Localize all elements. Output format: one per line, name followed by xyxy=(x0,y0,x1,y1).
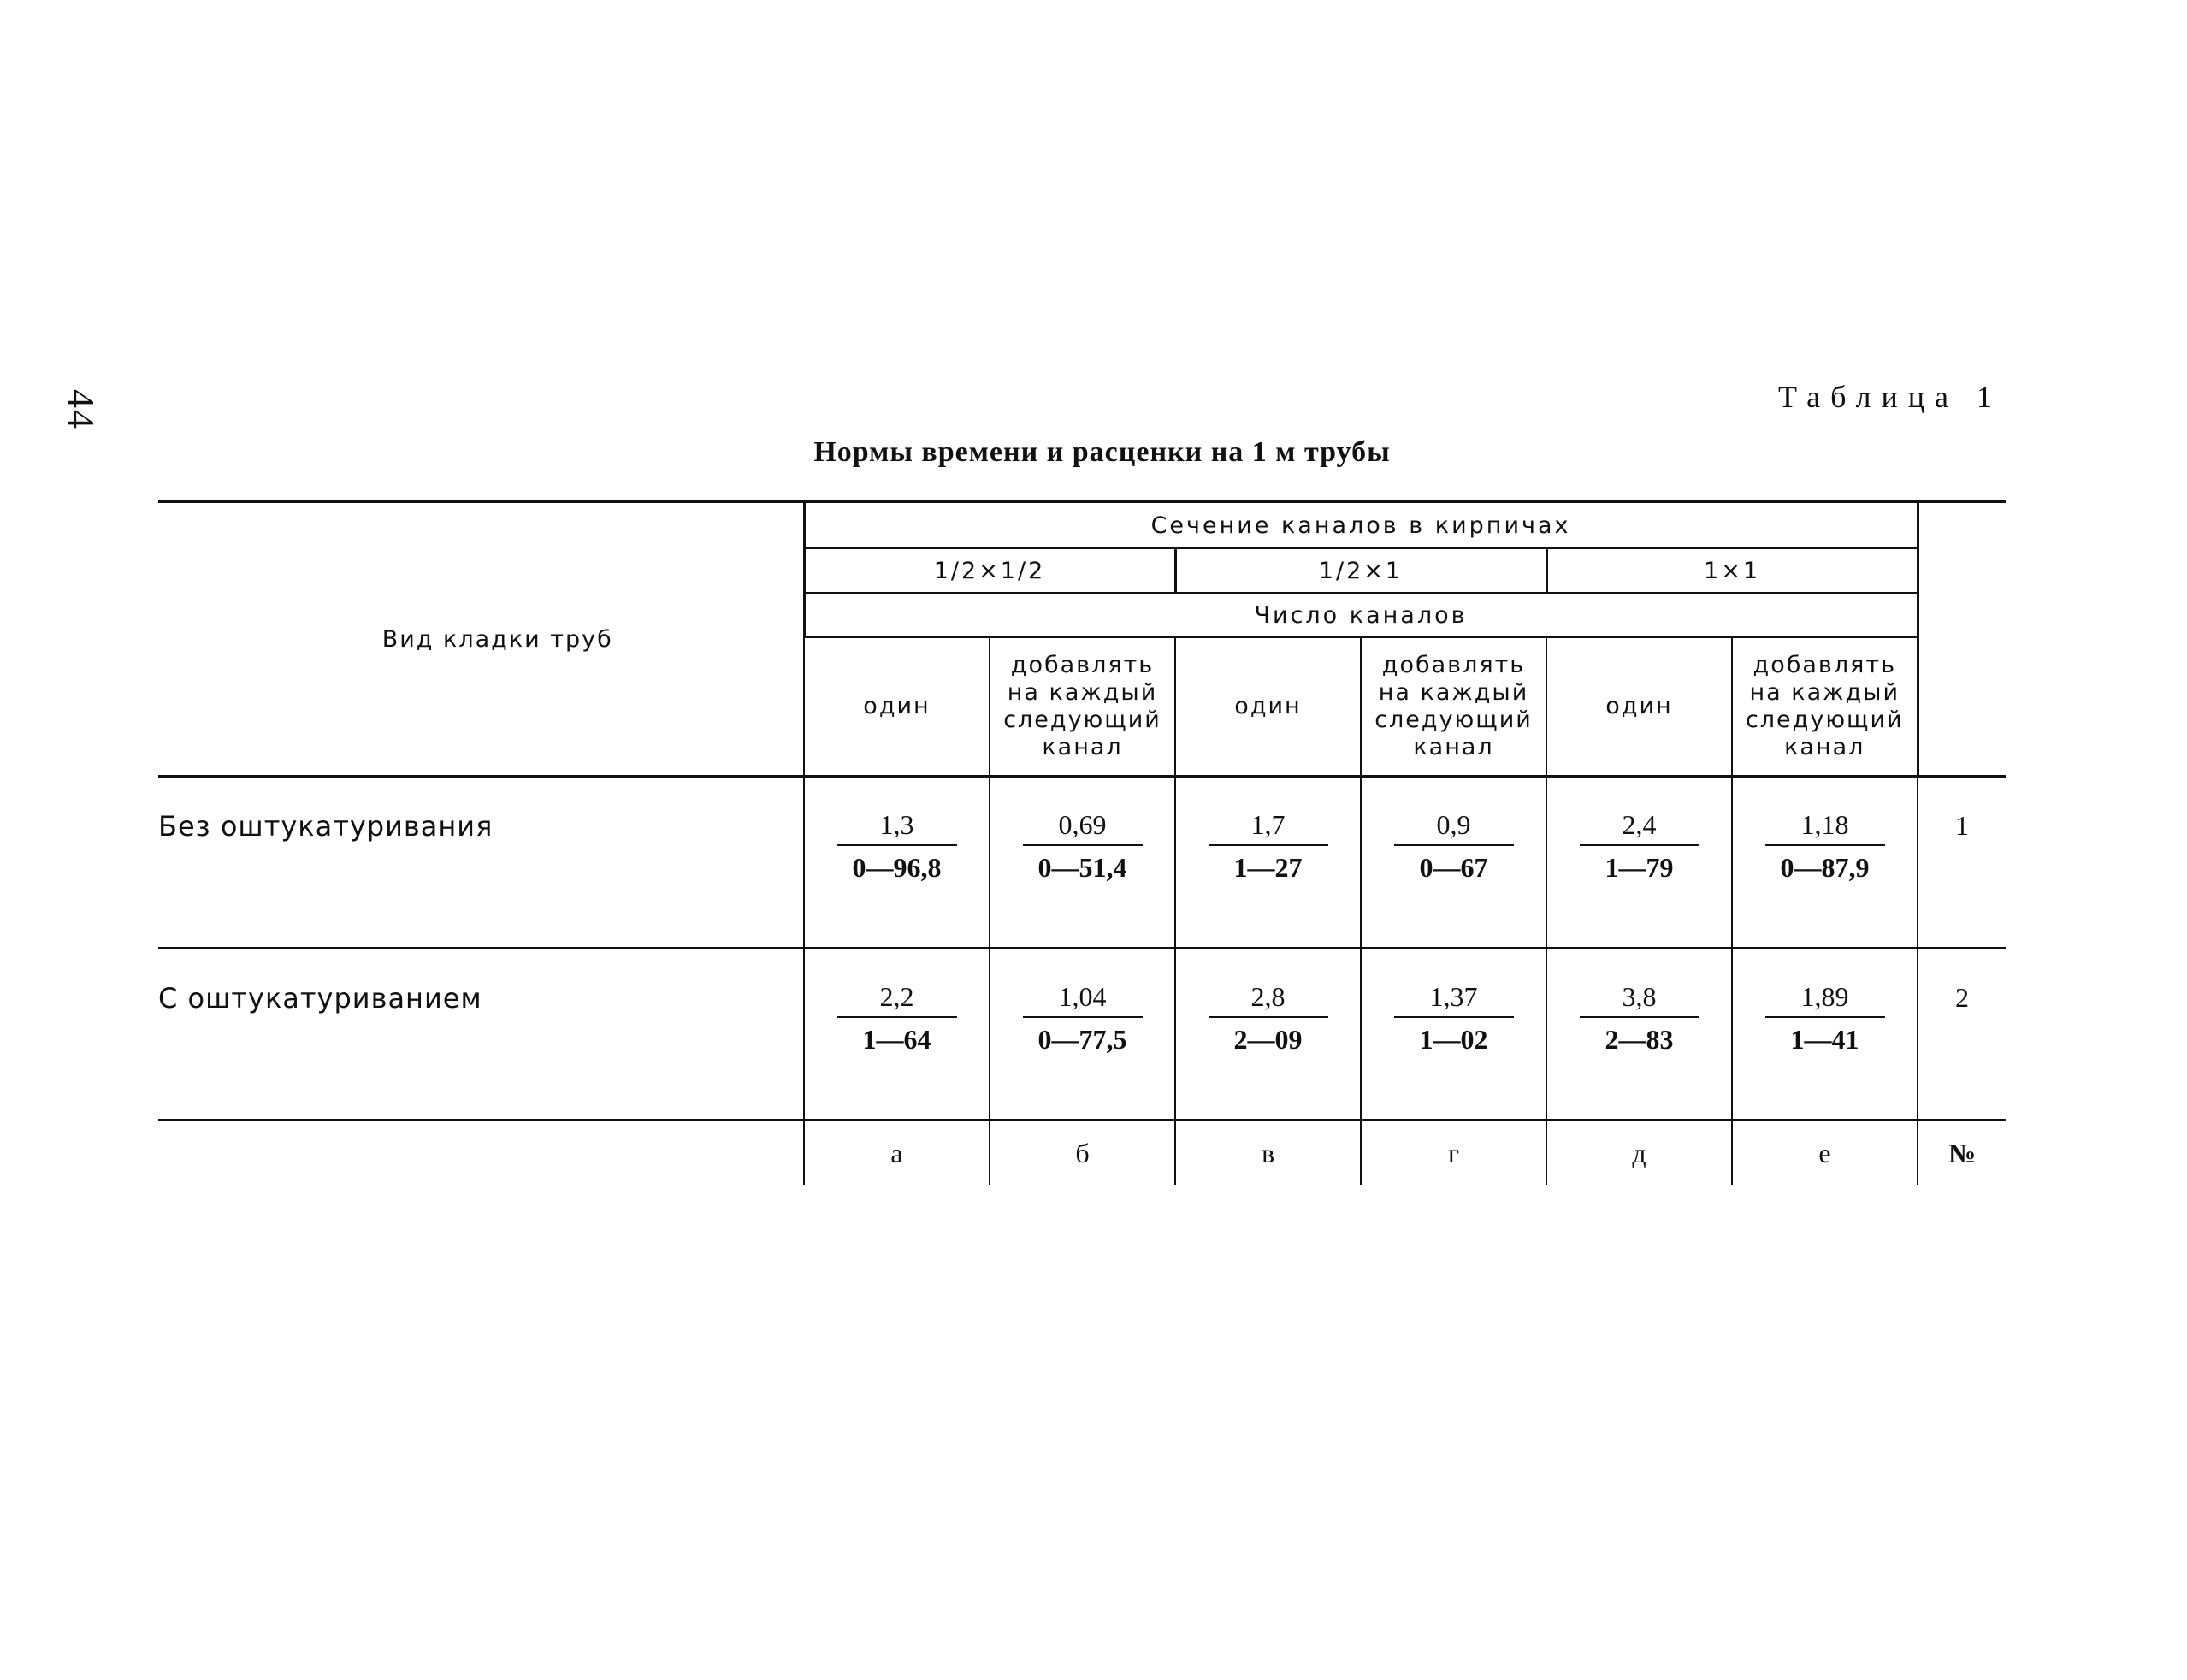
column-letter: в xyxy=(1175,1121,1361,1186)
time-norm: 2,2 xyxy=(837,982,957,1018)
rate: 0—77,5 xyxy=(1037,1024,1127,1055)
table-row xyxy=(158,949,2006,1121)
time-norm: 2,8 xyxy=(1209,982,1328,1018)
row-name-header: Вид кладки труб xyxy=(158,502,804,777)
column-letter: д xyxy=(1546,1121,1732,1186)
empty-cell xyxy=(158,1121,804,1186)
time-norm: 1,7 xyxy=(1209,810,1328,846)
rate: 2—09 xyxy=(1233,1024,1303,1055)
fraction xyxy=(1580,810,1699,882)
fraction xyxy=(1765,810,1885,882)
rate: 0—51,4 xyxy=(1037,852,1127,883)
rate: 0—96,8 xyxy=(852,852,942,883)
fraction xyxy=(1765,982,1885,1054)
fraction xyxy=(837,810,957,882)
table-cell xyxy=(804,777,990,949)
fraction xyxy=(1394,810,1514,882)
rate: 1—79 xyxy=(1605,852,1674,883)
column-letter: г xyxy=(1361,1121,1546,1186)
header-row-sections xyxy=(158,502,2006,549)
time-norm: 1,3 xyxy=(837,810,957,846)
column-letter: е xyxy=(1732,1121,1918,1186)
rate: 1—64 xyxy=(862,1024,931,1055)
fraction xyxy=(1023,810,1143,882)
time-norm: 1,89 xyxy=(1765,982,1885,1018)
section-3: 1×1 xyxy=(1546,548,1918,593)
fraction xyxy=(1580,982,1699,1054)
subcolumn-header: добавлять на каждый следующий канал xyxy=(990,637,1175,777)
column-letter: б xyxy=(990,1121,1175,1186)
fraction xyxy=(1209,982,1328,1054)
time-norm: 1,37 xyxy=(1394,982,1514,1018)
time-norm: 3,8 xyxy=(1580,982,1699,1018)
column-letters-row xyxy=(158,1121,2006,1186)
table-cell xyxy=(1175,949,1361,1121)
table-cell xyxy=(1361,777,1546,949)
rate: 1—27 xyxy=(1233,852,1303,883)
fraction xyxy=(1394,982,1514,1054)
table-cell xyxy=(990,777,1175,949)
subcolumn-header: один xyxy=(1546,637,1732,777)
rate: 0—67 xyxy=(1419,852,1488,883)
fraction xyxy=(837,982,957,1054)
table-cell xyxy=(804,949,990,1121)
table-cell xyxy=(1732,777,1918,949)
number-column-header xyxy=(1918,502,2006,777)
row-number: 1 xyxy=(1918,777,2006,949)
subcolumn-header: добавлять на каждый следующий канал xyxy=(1361,637,1546,777)
row-name: Без оштукатуривания xyxy=(158,777,804,949)
row-name: С оштукатуриванием xyxy=(158,949,804,1121)
number-sign: № xyxy=(1918,1121,2006,1186)
column-letter: а xyxy=(804,1121,990,1186)
channels-header: Число каналов xyxy=(804,593,1918,637)
subcolumn-header: один xyxy=(1175,637,1361,777)
page-number: 44 xyxy=(60,389,102,430)
table-cell xyxy=(1546,949,1732,1121)
rate: 1—02 xyxy=(1419,1024,1488,1055)
table-cell xyxy=(1361,949,1546,1121)
subcolumn-header: один xyxy=(804,637,990,777)
section-header: Сечение каналов в кирпичах xyxy=(804,502,1918,549)
time-norm: 2,4 xyxy=(1580,810,1699,846)
table-row xyxy=(158,777,2006,949)
time-norm: 1,04 xyxy=(1023,982,1143,1018)
norms-table xyxy=(158,500,2006,1185)
table-cell xyxy=(1175,777,1361,949)
section-1: 1/2×1/2 xyxy=(804,548,1175,593)
rate: 1—41 xyxy=(1790,1024,1859,1055)
time-norm: 0,69 xyxy=(1023,810,1143,846)
table-label: Таблица 1 xyxy=(1778,380,2002,414)
rate: 0—87,9 xyxy=(1780,852,1870,883)
table-title: Нормы времени и расценки на 1 м трубы xyxy=(813,436,1391,468)
table-cell xyxy=(990,949,1175,1121)
time-norm: 0,9 xyxy=(1394,810,1514,846)
row-number: 2 xyxy=(1918,949,2006,1121)
time-norm: 1,18 xyxy=(1765,810,1885,846)
table-cell xyxy=(1546,777,1732,949)
fraction xyxy=(1023,982,1143,1054)
rate: 2—83 xyxy=(1605,1024,1674,1055)
section-2: 1/2×1 xyxy=(1175,548,1546,593)
table-cell xyxy=(1732,949,1918,1121)
fraction xyxy=(1209,810,1328,882)
subcolumn-header: добавлять на каждый следующий канал xyxy=(1732,637,1918,777)
